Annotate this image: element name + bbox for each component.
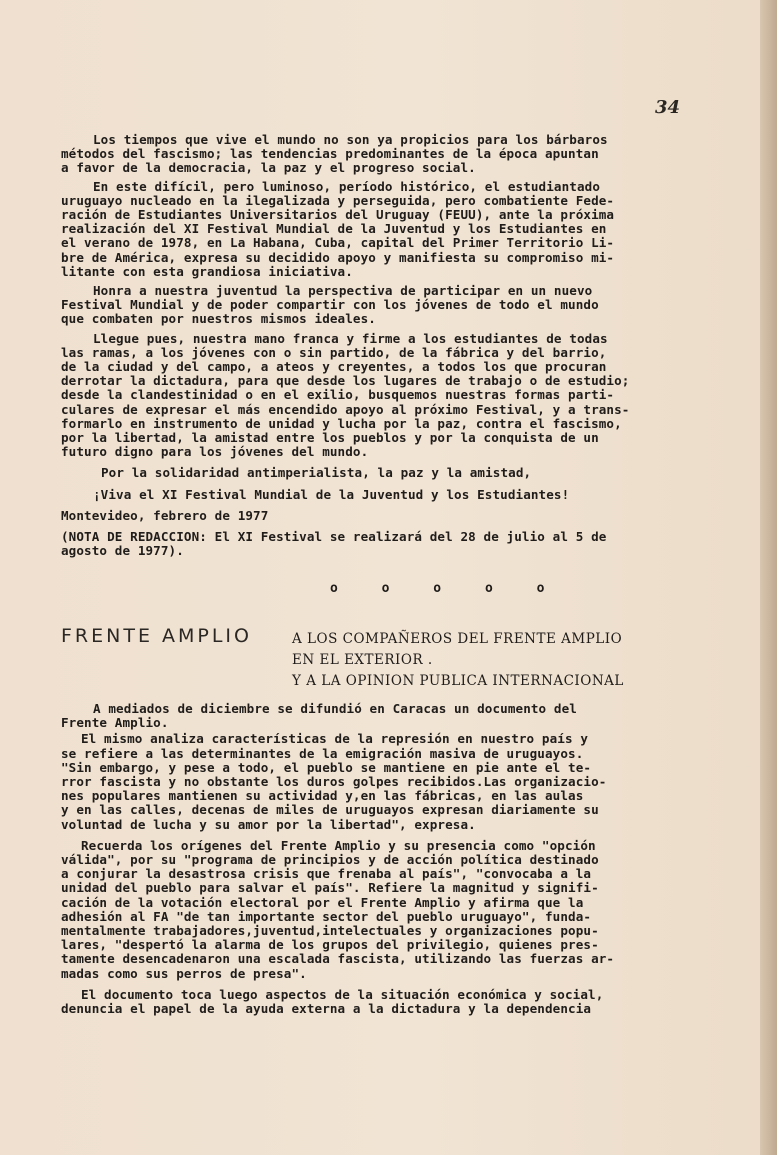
text-line: métodos del fascismo; las tendencias predominantes de la época apuntan — [61, 146, 599, 162]
text-line: y en las calles, decenas de miles de uruguayos expresan diariamente su — [61, 802, 599, 818]
text-line: denuncia el papel de la ayuda externa a la dictadura y la dependencia — [61, 1001, 592, 1017]
paragraph — [61, 839, 691, 981]
text-line: Llegue pues, nuestra mano franca y firme a los estudiantes de todas — [93, 330, 608, 346]
text-line: Recuerda los orígenes del Frente Amplio y su presencia como "opción — [81, 837, 596, 853]
text-line: ración de Estudiantes Universitarios del Uruguay (FEUU), ante la próxima — [61, 207, 615, 223]
text-line: En este difícil, pero luminoso, período histórico, el estudiantado — [93, 178, 601, 194]
text-line: culares de expresar el más encendido apoyo al próximo Festival, y a trans- — [61, 401, 630, 417]
paragraph — [61, 180, 691, 279]
text-line: mentalmente trabajadores,juventud,intelectuales y organizaciones popu- — [61, 923, 599, 939]
page-edge — [760, 0, 777, 1155]
section-title: FRENTE AMPLIO — [61, 625, 252, 647]
paragraph — [61, 488, 691, 502]
paragraph — [61, 988, 691, 1016]
text-line: derrotar la dictadura, para que desde los lugares de trabajo o de estudio; — [61, 373, 630, 389]
text-line: bre de América, expresa su decidido apoyo y manifiesta su compromiso mi- — [61, 249, 615, 265]
text-line: A mediados de diciembre se difundió en Caracas un documento del — [93, 701, 577, 716]
text-line: "Sin embargo, y pese a todo, el pueblo se mantiene en pie ante el te- — [61, 759, 592, 775]
text-line: lares, "despertó la alarma de los grupos del privilegio, quienes pres- — [61, 937, 599, 953]
paragraph — [61, 466, 691, 480]
text-line: desde la clandestinidad o en el exilio, busquemos nuestras formas parti- — [61, 387, 615, 403]
editor-note — [61, 530, 691, 558]
page-number: 34 — [655, 97, 681, 118]
paragraph — [61, 284, 691, 327]
text-line: tamente desencadenaron una escalada fascista, utilizando las fuerzas ar- — [61, 951, 615, 967]
text-line: ¡Viva el XI Festival Mundial de la Juventud y los Estudiantes! — [93, 486, 570, 502]
text-line: rror fascista y no obstante los duros golpes recibidos.Las organizacio- — [61, 774, 607, 790]
bottom-text-block — [61, 702, 691, 1016]
heading-line: Y A LA OPINION PUBLICA INTERNACIONAL — [292, 673, 624, 689]
text-line: formarlo en instrumento de unidad y lucha por la paz, contra el fascismo, — [61, 415, 622, 431]
text-line: realización del XI Festival Mundial de la Juventud y los Estudiantes en — [61, 221, 607, 237]
text-line: válida", por su "programa de principios y de acción política destinado — [61, 852, 599, 868]
text-line: futuro digno para los jóvenes del mundo. — [61, 444, 369, 460]
text-line: litante con esta grandiosa iniciativa. — [61, 263, 353, 279]
paragraph — [61, 702, 691, 730]
text-line: Honra a nuestra juventud la perspectiva de participar en un nuevo — [93, 283, 593, 299]
heading-line: EN EL EXTERIOR . — [292, 652, 433, 668]
text-line: que combaten por nuestros mismos ideales. — [61, 311, 376, 327]
text-line: cación de la votación electoral por el Frente Amplio y afirma que la — [61, 894, 584, 910]
text-line: las ramas, a los jóvenes con o sin partido, de la fábrica y del barrio, — [61, 344, 607, 360]
text-line: Montevideo, febrero de 1977 — [61, 507, 269, 523]
text-line: agosto de 1977). — [61, 543, 184, 559]
text-line: Frente Amplio. — [61, 715, 169, 731]
top-text-block — [61, 133, 691, 558]
section-separator: o o o o o — [330, 581, 563, 596]
text-line: Los tiempos que vive el mundo no son ya propicios para los bárbaros — [93, 132, 608, 147]
section-heading — [292, 629, 624, 692]
text-line: por la libertad, la amistad entre los pueblos y por la conquista de un — [61, 430, 599, 446]
heading-line: A LOS COMPAÑEROS DEL FRENTE AMPLIO — [292, 631, 623, 647]
signature — [61, 509, 691, 523]
text-line: adhesión al FA "de tan importante sector del pueblo uruguayo", funda- — [61, 908, 592, 924]
text-line: madas como sus perros de presa". — [61, 965, 307, 981]
paragraph — [61, 332, 691, 460]
text-line: El mismo analiza características de la represión en nuestro país y — [81, 731, 589, 747]
text-line: El documento toca luego aspectos de la situación económica y social, — [81, 986, 604, 1002]
text-line: el verano de 1978, en La Habana, Cuba, capital del Primer Territorio Li- — [61, 235, 615, 251]
paragraph — [61, 133, 691, 176]
text-line: a conjurar la desastrosa crisis que frenaba al país", "convocaba a la — [61, 866, 592, 882]
paragraph — [61, 732, 691, 831]
text-line: nes populares mantienen su actividad y,en las fábricas, en las aulas — [61, 788, 584, 804]
text-line: voluntad de lucha y su amor por la libertad", expresa. — [61, 816, 476, 832]
text-line: (NOTA DE REDACCION: El XI Festival se realizará del 28 de julio al 5 de — [61, 529, 607, 545]
text-line: unidad del pueblo para salvar el país". Refiere la magnitud y signifi- — [61, 880, 599, 896]
text-line: de la ciudad y del campo, a ateos y creyentes, a todos los que procuran — [61, 359, 607, 375]
text-line: a favor de la democracia, la paz y el progreso social. — [61, 160, 476, 176]
text-line: se refiere a las determinantes de la emigración masiva de uruguayos. — [61, 745, 584, 761]
text-line: Por la solidaridad antimperialista, la paz y la amistad, — [101, 465, 532, 481]
text-line: uruguayo nucleado en la ilegalizada y perseguida, pero combatiente Fede- — [61, 192, 615, 208]
text-line: Festival Mundial y de poder compartir con los jóvenes de todo el mundo — [61, 297, 599, 313]
